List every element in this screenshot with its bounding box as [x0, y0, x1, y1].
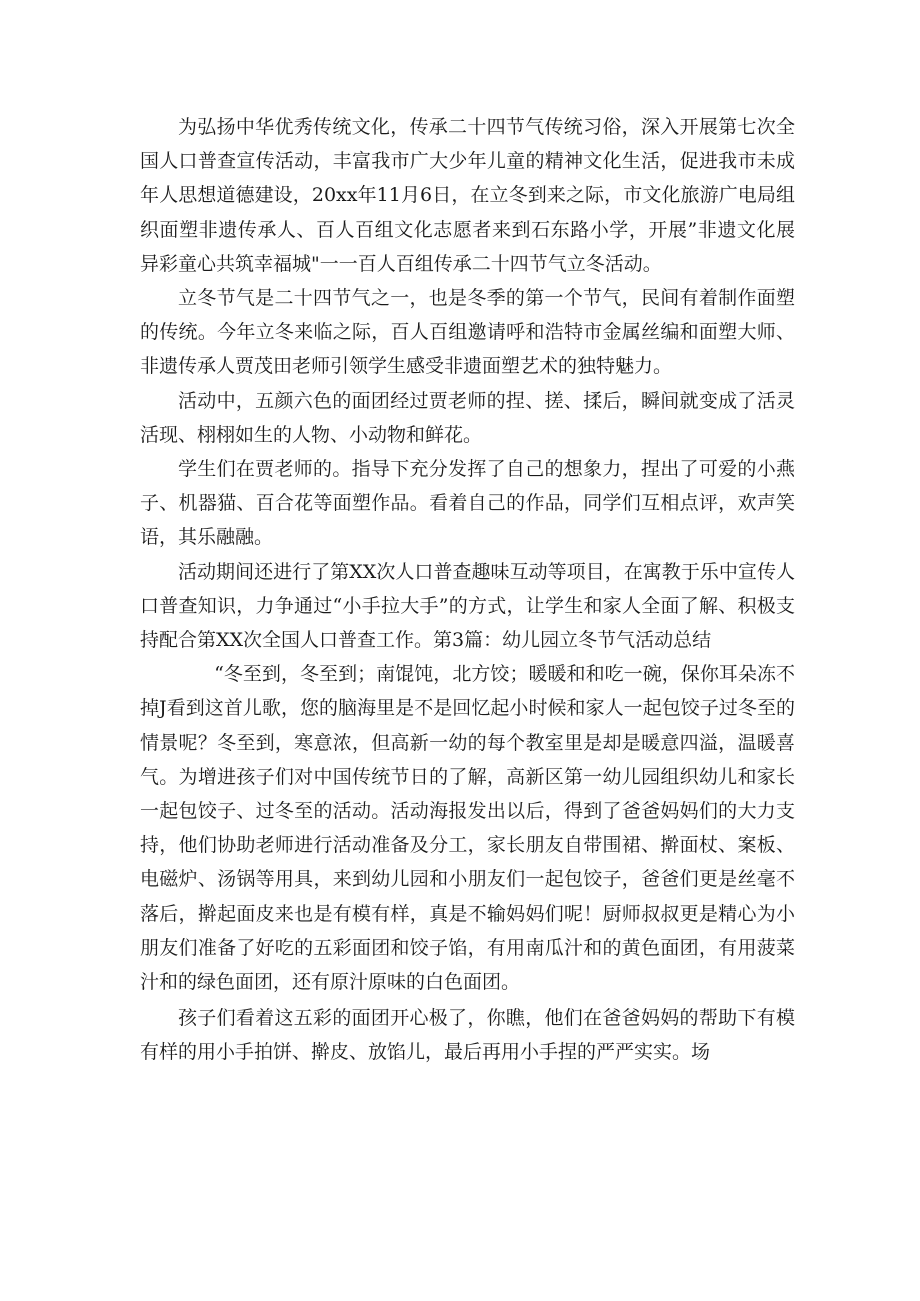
paragraph-census: 活动期间还进行了第XX次人口普查趣味互动等项目，在寓教于乐中宣传人口普查知识，力争通过“小手拉大手”的方式，让学生和家人全面了解、积极支持配合第XX次全国人口普查工作。第3篇：幼儿园立冬节气活动总结: [140, 560, 795, 652]
paragraph-lidong: 立冬节气是二十四节气之一，也是冬季的第一个节气，民间有着制作面塑的传统。今年立冬来临之际，百人百组邀请呼和浩特市金属丝编和面塑大师、非遗传承人贾茂田老师引领学生感受非遗面塑艺术的独特魅力。: [140, 287, 795, 378]
paragraph-students: 学生们在贾老师的。指导下充分发挥了自己的想象力，捏出了可爱的小燕子、机器猫、百合花等面塑作品。看着自己的作品，同学们互相点评，欢声笑语，其乐融融。: [140, 458, 795, 549]
paragraph-intro: 为弘扬中华优秀传统文化，传承二十四节气传统习俗，深入开展第七次全国人口普查宣传活动，丰富我市广大少年儿童的精神文化生活，促进我市未成年人思想道德建设，20xx年11月6日，在立冬到来之际，市文化旅游广电局组织面塑非遗传承人、百人百组文化志愿者来到石东路小学，开展”非遗文化展异彩童心共筑幸福城"一一百人百组传承二十四节气立冬活动。: [140, 116, 795, 275]
document-page: [140, 110, 795, 1070]
paragraph-dongzhi: “冬至到，冬至到；南馄饨，北方饺；暖暖和和吃一碗，保你耳朵冻不掉J看到这首儿歌，您的脑海里是不是回忆起小时候和家人一起包饺子过冬至的情景呢？冬至到，寒意浓，但高新一幼的每个教室里是却是暖意四溢，温暖喜气。为增进孩子们对中国传统节日的了解，高新区第一幼儿园组织幼儿和家长一起包饺子、过冬至的活动。活动海报发出以后，得到了爸爸妈妈们的大力支持，他们协助老师进行活动准备及分工，家长朋友自带围裙、擀面杖、案板、电磁炉、汤锅等用具，来到幼儿园和小朋友们一起包饺子，爸爸们更是丝毫不落后，擀起面皮来也是有模有样，真是不输妈妈们呢！厨师叔叔更是精心为小朋友们准备了好吃的五彩面团和饺子馅，有用南瓜汁和的黄色面团，有用菠菜汁和的绿色面团，还有原汁原味的白色面团。: [140, 663, 795, 994]
paragraph-children: 孩子们看着这五彩的面团开心极了，你瞧，他们在爸爸妈妈的帮助下有模有样的用小手拍饼、擀皮、放馅儿，最后再用小手捏的严严实实。场: [140, 1007, 795, 1064]
paragraph-activity: 活动中，五颜六色的面团经过贾老师的捏、搓、揉后，瞬间就变成了活灵活现、栩栩如生的人物、小动物和鲜花。: [140, 389, 795, 446]
